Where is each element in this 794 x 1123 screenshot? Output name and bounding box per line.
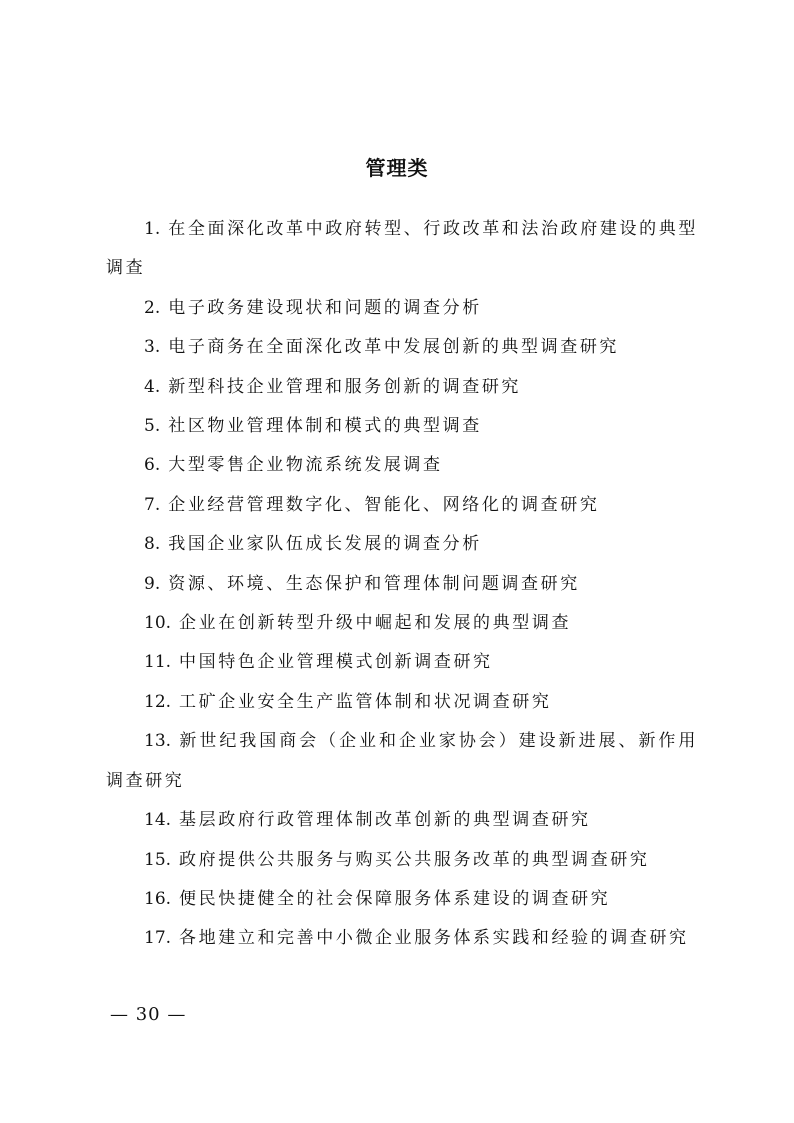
item-number: 8. (144, 534, 161, 555)
section-title: 管理类 (365, 156, 429, 180)
list-item (106, 643, 698, 682)
item-number: 6. (144, 455, 161, 476)
list-item (106, 722, 698, 801)
item-text: 电子政务建设现状和问题的调查分析 (168, 297, 482, 318)
item-number: 16. (144, 888, 172, 909)
item-text: 社区物业管理体制和模式的典型调查 (168, 416, 482, 437)
item-text: 电子商务在全面深化改革中发展创新的典型调查研究 (168, 337, 620, 358)
list-item (106, 565, 698, 604)
item-text: 企业经营管理数字化、智能化、网络化的调查研究 (168, 494, 600, 515)
list-item (106, 368, 698, 407)
item-text: 中国特色企业管理模式创新调查研究 (179, 652, 493, 673)
list-item (106, 841, 698, 880)
item-number: 14. (144, 810, 172, 831)
list-item (106, 446, 698, 485)
item-number: 4. (144, 376, 161, 397)
item-number: 15. (144, 849, 172, 870)
item-number: 1. (144, 219, 161, 239)
item-number: 7. (144, 494, 161, 515)
item-text: 便民快捷健全的社会保障服务体系建设的调查研究 (179, 888, 611, 909)
list-item (106, 919, 698, 958)
item-text: 新世纪我国商会（企业和企业家协会）建设新进展、新作用调查研究 (106, 731, 698, 791)
item-number: 2. (144, 297, 161, 318)
item-number: 17. (144, 928, 172, 949)
list-item (106, 683, 698, 722)
item-text: 新型科技企业管理和服务创新的调查研究 (168, 376, 522, 397)
list-item (106, 486, 698, 525)
item-text: 资源、环境、生态保护和管理体制问题调查研究 (168, 573, 580, 594)
item-text: 工矿企业安全生产监管体制和状况调查研究 (179, 691, 552, 712)
list-item (106, 801, 698, 840)
item-text: 基层政府行政管理体制改革创新的典型调查研究 (179, 810, 591, 831)
item-number: 5. (144, 416, 161, 437)
item-number: 13. (144, 731, 172, 752)
item-text: 大型零售企业物流系统发展调查 (168, 455, 443, 476)
list-item (106, 289, 698, 328)
list-item (106, 604, 698, 643)
item-text: 我国企业家队伍成长发展的调查分析 (168, 534, 482, 555)
list-item (106, 880, 698, 919)
list-item (106, 328, 698, 367)
item-number: 12. (144, 691, 172, 712)
item-text: 政府提供公共服务与购买公共服务改革的典型调查研究 (179, 849, 650, 870)
page-number: — 30 — (110, 1004, 187, 1025)
topic-list (106, 210, 698, 959)
item-number: 3. (144, 337, 161, 358)
item-text: 在全面深化改革中政府转型、行政改革和法治政府建设的典型调查 (106, 219, 698, 279)
item-number: 9. (144, 573, 161, 594)
item-text: 各地建立和完善中小微企业服务体系实践和经验的调查研究 (179, 928, 689, 949)
list-item (106, 407, 698, 446)
item-text: 企业在创新转型升级中崛起和发展的典型调查 (179, 613, 572, 634)
item-number: 11. (144, 652, 172, 673)
item-number: 10. (144, 613, 172, 634)
list-item (106, 210, 698, 289)
list-item (106, 525, 698, 564)
